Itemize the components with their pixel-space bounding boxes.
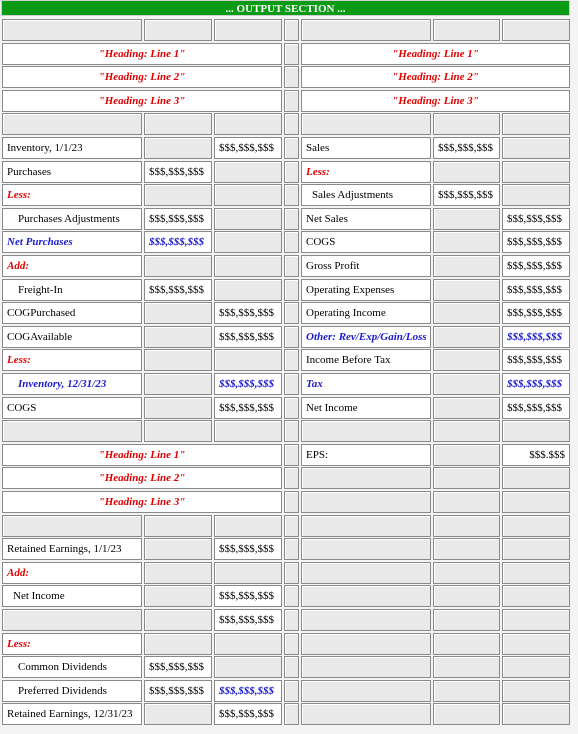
gross-profit-label[interactable]: Gross Profit	[301, 255, 431, 277]
purchases-add-label[interactable]: Add:	[2, 255, 142, 277]
empty-cell[interactable]	[284, 255, 299, 277]
empty-cell[interactable]	[433, 467, 500, 489]
empty-cell[interactable]	[2, 515, 142, 537]
empty-cell[interactable]	[214, 113, 282, 135]
empty-cell[interactable]	[284, 633, 299, 655]
re-end-value[interactable]: $$$,$$$,$$$	[214, 703, 282, 725]
empty-cell[interactable]	[433, 609, 500, 631]
empty-cell[interactable]	[301, 420, 431, 442]
empty-cell[interactable]	[433, 515, 500, 537]
empty-cell[interactable]	[433, 420, 500, 442]
empty-cell[interactable]	[284, 184, 299, 206]
heading-line-1-left[interactable]: "Heading: Line 1"	[2, 43, 282, 65]
empty-cell[interactable]	[214, 633, 282, 655]
empty-cell[interactable]	[284, 538, 299, 560]
net-income-value[interactable]: $$$,$$$,$$$	[502, 397, 570, 419]
empty-cell[interactable]	[433, 562, 500, 584]
empty-cell[interactable]	[144, 184, 212, 206]
empty-cell[interactable]	[144, 515, 212, 537]
empty-cell[interactable]	[144, 420, 212, 442]
empty-cell[interactable]	[433, 279, 500, 301]
empty-cell[interactable]	[433, 349, 500, 371]
empty-cell[interactable]	[284, 66, 299, 88]
purchases-value[interactable]: $$$,$$$,$$$	[144, 161, 212, 183]
empty-cell[interactable]	[144, 255, 212, 277]
empty-cell[interactable]	[433, 113, 500, 135]
empty-cell[interactable]	[2, 609, 142, 631]
tax-value[interactable]: $$$,$$$,$$$	[502, 373, 570, 395]
empty-cell[interactable]	[502, 467, 570, 489]
empty-cell[interactable]	[284, 444, 299, 466]
common-dividends-label[interactable]: Common Dividends	[2, 656, 142, 678]
inventory-less-label[interactable]: Less:	[2, 349, 142, 371]
other-rev-exp-value[interactable]: $$$,$$$,$$$	[502, 326, 570, 348]
empty-cell[interactable]	[502, 585, 570, 607]
empty-cell[interactable]	[301, 703, 431, 725]
empty-cell[interactable]	[284, 420, 299, 442]
sales-less-label[interactable]: Less:	[301, 161, 431, 183]
re-start-value[interactable]: $$$,$$$,$$$	[214, 538, 282, 560]
cogs-label[interactable]: COGS	[2, 397, 142, 419]
purchases-less-label[interactable]: Less:	[2, 184, 142, 206]
empty-cell[interactable]	[301, 113, 431, 135]
empty-cell[interactable]	[214, 231, 282, 253]
empty-cell[interactable]	[502, 491, 570, 513]
empty-cell[interactable]	[214, 349, 282, 371]
empty-cell[interactable]	[214, 515, 282, 537]
grid-cell[interactable]	[144, 19, 212, 41]
other-rev-exp-label[interactable]: Other: Rev/Exp/Gain/Loss	[301, 326, 431, 348]
empty-cell[interactable]	[502, 137, 570, 159]
empty-cell[interactable]	[284, 562, 299, 584]
empty-cell[interactable]	[144, 585, 212, 607]
empty-cell[interactable]	[144, 703, 212, 725]
empty-cell[interactable]	[502, 656, 570, 678]
re-heading-line-3[interactable]: "Heading: Line 3"	[2, 491, 282, 513]
empty-cell[interactable]	[214, 562, 282, 584]
cog-purchased-value[interactable]: $$$,$$$,$$$	[214, 302, 282, 324]
purchases-label[interactable]: Purchases	[2, 161, 142, 183]
freight-in-value[interactable]: $$$,$$$,$$$	[144, 279, 212, 301]
empty-cell[interactable]	[301, 562, 431, 584]
empty-cell[interactable]	[502, 161, 570, 183]
empty-cell[interactable]	[433, 302, 500, 324]
grid-cell[interactable]	[433, 19, 500, 41]
empty-cell[interactable]	[502, 538, 570, 560]
empty-cell[interactable]	[301, 656, 431, 678]
empty-cell[interactable]	[144, 609, 212, 631]
empty-cell[interactable]	[214, 656, 282, 678]
heading-line-2-left[interactable]: "Heading: Line 2"	[2, 66, 282, 88]
re-heading-line-2[interactable]: "Heading: Line 2"	[2, 467, 282, 489]
empty-cell[interactable]	[2, 420, 142, 442]
empty-cell[interactable]	[144, 302, 212, 324]
net-income-label[interactable]: Net Income	[301, 397, 431, 419]
common-dividends-value[interactable]: $$$,$$$,$$$	[144, 656, 212, 678]
empty-cell[interactable]	[284, 279, 299, 301]
is-cogs-label[interactable]: COGS	[301, 231, 431, 253]
empty-cell[interactable]	[284, 137, 299, 159]
heading-line-2-right[interactable]: "Heading: Line 2"	[301, 66, 570, 88]
empty-cell[interactable]	[301, 609, 431, 631]
empty-cell[interactable]	[144, 326, 212, 348]
re-net-income-value[interactable]: $$$,$$$,$$$	[214, 585, 282, 607]
empty-cell[interactable]	[284, 161, 299, 183]
gross-profit-value[interactable]: $$$,$$$,$$$	[502, 255, 570, 277]
sales-label[interactable]: Sales	[301, 137, 431, 159]
empty-cell[interactable]	[144, 538, 212, 560]
inventory-start-label[interactable]: Inventory, 1/1/23	[2, 137, 142, 159]
empty-cell[interactable]	[433, 161, 500, 183]
empty-cell[interactable]	[284, 113, 299, 135]
empty-cell[interactable]	[284, 397, 299, 419]
heading-line-3-left[interactable]: "Heading: Line 3"	[2, 90, 282, 112]
empty-cell[interactable]	[214, 184, 282, 206]
empty-cell[interactable]	[284, 467, 299, 489]
empty-cell[interactable]	[284, 680, 299, 702]
empty-cell[interactable]	[284, 609, 299, 631]
empty-cell[interactable]	[433, 255, 500, 277]
empty-cell[interactable]	[433, 444, 500, 466]
empty-cell[interactable]	[502, 515, 570, 537]
heading-line-1-right[interactable]: "Heading: Line 1"	[301, 43, 570, 65]
empty-cell[interactable]	[433, 326, 500, 348]
empty-cell[interactable]	[284, 349, 299, 371]
empty-cell[interactable]	[214, 161, 282, 183]
empty-cell[interactable]	[433, 538, 500, 560]
eps-value[interactable]: $$$.$$$	[502, 444, 570, 466]
empty-cell[interactable]	[144, 397, 212, 419]
re-heading-line-1[interactable]: "Heading: Line 1"	[2, 444, 282, 466]
empty-cell[interactable]	[301, 538, 431, 560]
empty-cell[interactable]	[433, 703, 500, 725]
net-purchases-value[interactable]: $$$,$$$,$$$	[144, 231, 212, 253]
inventory-start-value[interactable]: $$$,$$$,$$$	[214, 137, 282, 159]
empty-cell[interactable]	[144, 562, 212, 584]
empty-cell[interactable]	[433, 208, 500, 230]
empty-cell[interactable]	[433, 633, 500, 655]
empty-cell[interactable]	[433, 231, 500, 253]
is-cogs-value[interactable]: $$$,$$$,$$$	[502, 231, 570, 253]
empty-cell[interactable]	[284, 90, 299, 112]
empty-cell[interactable]	[433, 373, 500, 395]
sales-adjustments-label[interactable]: Sales Adjustments	[301, 184, 431, 206]
dividends-total-value[interactable]: $$$,$$$,$$$	[214, 680, 282, 702]
empty-cell[interactable]	[2, 113, 142, 135]
net-sales-label[interactable]: Net Sales	[301, 208, 431, 230]
empty-cell[interactable]	[301, 515, 431, 537]
empty-cell[interactable]	[502, 609, 570, 631]
empty-cell[interactable]	[502, 633, 570, 655]
sales-value[interactable]: $$$,$$$,$$$	[433, 137, 500, 159]
re-less-label[interactable]: Less:	[2, 633, 142, 655]
empty-cell[interactable]	[284, 373, 299, 395]
net-sales-value[interactable]: $$$,$$$,$$$	[502, 208, 570, 230]
preferred-dividends-value[interactable]: $$$,$$$,$$$	[144, 680, 212, 702]
empty-cell[interactable]	[284, 19, 299, 41]
empty-cell[interactable]	[284, 208, 299, 230]
re-start-label[interactable]: Retained Earnings, 1/1/23	[2, 538, 142, 560]
net-purchases-label[interactable]: Net Purchases	[2, 231, 142, 253]
empty-cell[interactable]	[144, 137, 212, 159]
empty-cell[interactable]	[502, 562, 570, 584]
re-end-label[interactable]: Retained Earnings, 12/31/23	[2, 703, 142, 725]
empty-cell[interactable]	[502, 113, 570, 135]
empty-cell[interactable]	[214, 279, 282, 301]
purchases-adjustments-label[interactable]: Purchases Adjustments	[2, 208, 142, 230]
re-net-income-label[interactable]: Net Income	[2, 585, 142, 607]
inventory-end-value[interactable]: $$$,$$$,$$$	[214, 373, 282, 395]
preferred-dividends-label[interactable]: Preferred Dividends	[2, 680, 142, 702]
empty-cell[interactable]	[301, 585, 431, 607]
grid-cell[interactable]	[2, 19, 142, 41]
cog-available-value[interactable]: $$$,$$$,$$$	[214, 326, 282, 348]
empty-cell[interactable]	[433, 656, 500, 678]
grid-cell[interactable]	[301, 19, 431, 41]
empty-cell[interactable]	[144, 349, 212, 371]
empty-cell[interactable]	[502, 420, 570, 442]
empty-cell[interactable]	[144, 633, 212, 655]
empty-cell[interactable]	[433, 680, 500, 702]
empty-cell[interactable]	[284, 515, 299, 537]
cog-available-label[interactable]: COGAvailable	[2, 326, 142, 348]
empty-cell[interactable]	[284, 656, 299, 678]
empty-cell[interactable]	[214, 420, 282, 442]
freight-in-label[interactable]: Freight-In	[2, 279, 142, 301]
purchases-adjustments-value[interactable]: $$$,$$$,$$$	[144, 208, 212, 230]
empty-cell[interactable]	[502, 680, 570, 702]
cog-purchased-label[interactable]: COGPurchased	[2, 302, 142, 324]
eps-label[interactable]: EPS:	[301, 444, 431, 466]
operating-expenses-label[interactable]: Operating Expenses	[301, 279, 431, 301]
empty-cell[interactable]	[284, 585, 299, 607]
empty-cell[interactable]	[214, 255, 282, 277]
empty-cell[interactable]	[301, 633, 431, 655]
empty-cell[interactable]	[214, 208, 282, 230]
empty-cell[interactable]	[284, 491, 299, 513]
empty-cell[interactable]	[433, 397, 500, 419]
empty-cell[interactable]	[144, 113, 212, 135]
operating-income-value[interactable]: $$$,$$$,$$$	[502, 302, 570, 324]
income-before-tax-value[interactable]: $$$,$$$,$$$	[502, 349, 570, 371]
output-section-banner: ... OUTPUT SECTION ...	[1, 0, 570, 16]
empty-cell[interactable]	[502, 184, 570, 206]
heading-line-3-right[interactable]: "Heading: Line 3"	[301, 90, 570, 112]
empty-cell[interactable]	[301, 680, 431, 702]
empty-cell[interactable]	[433, 491, 500, 513]
empty-cell[interactable]	[301, 491, 431, 513]
empty-cell[interactable]	[284, 43, 299, 65]
income-before-tax-label[interactable]: Income Before Tax	[301, 349, 431, 371]
empty-cell[interactable]	[284, 231, 299, 253]
sales-adjustments-value[interactable]: $$$,$$$,$$$	[433, 184, 500, 206]
empty-cell[interactable]	[502, 703, 570, 725]
cogs-value[interactable]: $$$,$$$,$$$	[214, 397, 282, 419]
empty-cell[interactable]	[301, 467, 431, 489]
empty-cell[interactable]	[144, 373, 212, 395]
empty-cell[interactable]	[284, 326, 299, 348]
re-add-label[interactable]: Add:	[2, 562, 142, 584]
re-subtotal-value[interactable]: $$$,$$$,$$$	[214, 609, 282, 631]
operating-income-label[interactable]: Operating Income	[301, 302, 431, 324]
grid-cell[interactable]	[502, 19, 570, 41]
empty-cell[interactable]	[433, 585, 500, 607]
grid-cell[interactable]	[214, 19, 282, 41]
empty-cell[interactable]	[284, 302, 299, 324]
empty-cell[interactable]	[284, 703, 299, 725]
tax-label[interactable]: Tax	[301, 373, 431, 395]
operating-expenses-value[interactable]: $$$,$$$,$$$	[502, 279, 570, 301]
inventory-end-label[interactable]: Inventory, 12/31/23	[2, 373, 142, 395]
